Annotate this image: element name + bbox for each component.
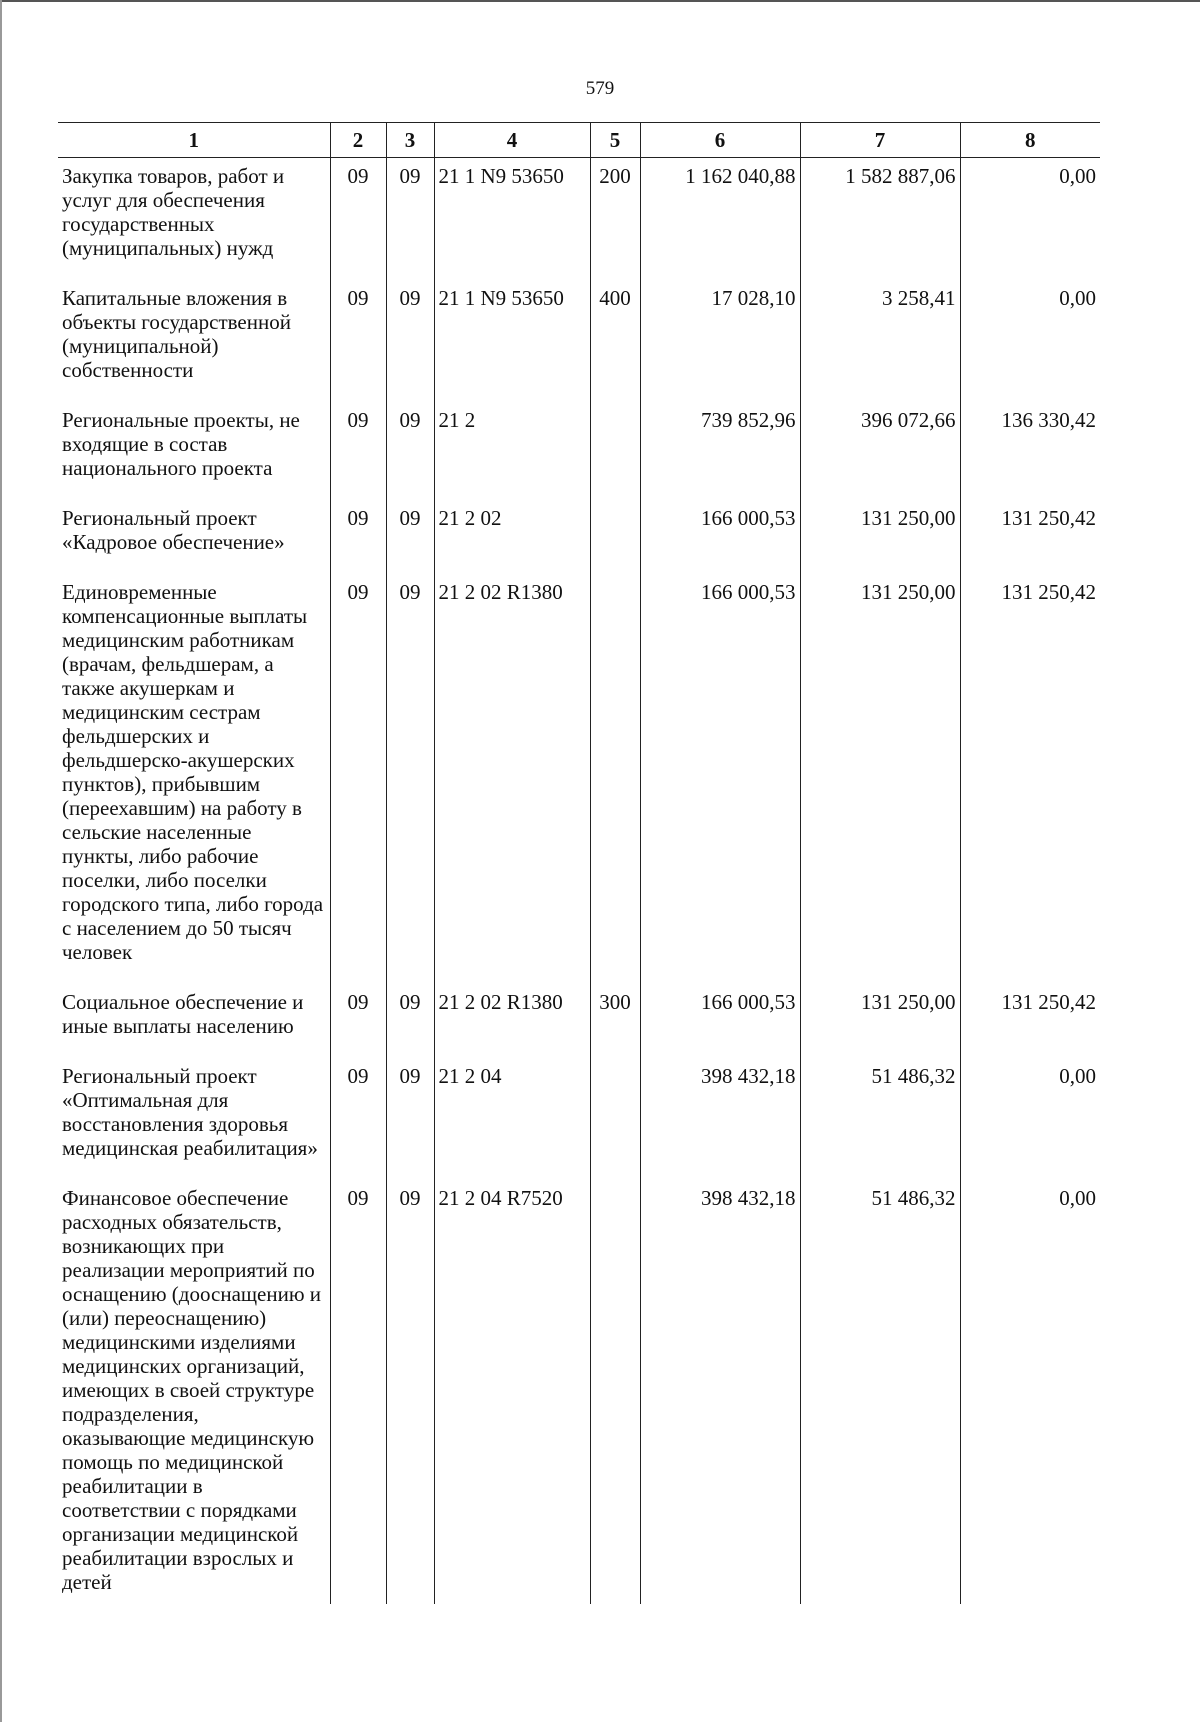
row-target-code: 21 2 xyxy=(434,402,590,500)
column-header: 5 xyxy=(590,123,640,158)
table-row xyxy=(58,280,1100,402)
row-amount-col6: 739 852,96 xyxy=(640,402,800,500)
row-section: 09 xyxy=(330,984,386,1058)
row-amount-col8: 136 330,42 xyxy=(960,402,1100,500)
column-header: 6 xyxy=(640,123,800,158)
table-row xyxy=(58,500,1100,574)
row-section: 09 xyxy=(330,1180,386,1604)
row-target-code: 21 1 N9 53650 xyxy=(434,280,590,402)
row-amount-col6: 166 000,53 xyxy=(640,574,800,984)
table-row xyxy=(58,574,1100,984)
column-header: 3 xyxy=(386,123,434,158)
table-row xyxy=(58,1180,1100,1604)
page-number: 579 xyxy=(585,78,615,99)
row-section: 09 xyxy=(330,280,386,402)
row-target-code: 21 2 04 R7520 xyxy=(434,1180,590,1604)
row-subsection: 09 xyxy=(386,500,434,574)
row-amount-col6: 166 000,53 xyxy=(640,984,800,1058)
row-amount-col8: 131 250,42 xyxy=(960,500,1100,574)
row-amount-col8: 0,00 xyxy=(960,158,1100,281)
row-amount-col8: 0,00 xyxy=(960,280,1100,402)
row-expense-type xyxy=(590,574,640,984)
row-expense-type: 300 xyxy=(590,984,640,1058)
row-amount-col7: 51 486,32 xyxy=(800,1058,960,1180)
row-expense-type xyxy=(590,1058,640,1180)
row-section: 09 xyxy=(330,402,386,500)
row-amount-col8: 0,00 xyxy=(960,1058,1100,1180)
row-name: Закупка товаров, работ и услуг для обеспечения государственных (муниципальных) нужд xyxy=(62,164,285,260)
row-target-code: 21 2 02 R1380 xyxy=(434,574,590,984)
row-section: 09 xyxy=(330,574,386,984)
row-expense-type: 400 xyxy=(590,280,640,402)
table-row xyxy=(58,402,1100,500)
row-name: Региональный проект «Кадровое обеспечение» xyxy=(62,506,285,554)
table-header-row xyxy=(58,123,1100,158)
scan-edge-top xyxy=(0,0,1200,2)
column-header: 2 xyxy=(330,123,386,158)
row-expense-type xyxy=(590,1180,640,1604)
row-target-code: 21 2 02 xyxy=(434,500,590,574)
row-expense-type xyxy=(590,500,640,574)
row-name: Финансовое обеспечение расходных обязательств, возникающих при реализации мероприятий по оснащению (дооснащению и (или) переоснащению) медицинскими изделиями медицинских организаций, имеющих в своей структуре подразделения, оказывающие медицинскую помощь по медицинской реабилитации в соответствии с порядками организации медицинской реабилитации взрослых и детей xyxy=(62,1186,322,1594)
row-amount-col8: 131 250,42 xyxy=(960,984,1100,1058)
row-subsection: 09 xyxy=(386,158,434,281)
row-section: 09 xyxy=(330,158,386,281)
row-amount-col7: 1 582 887,06 xyxy=(800,158,960,281)
scan-edge-left xyxy=(0,0,2,1722)
row-amount-col7: 3 258,41 xyxy=(800,280,960,402)
budget-table xyxy=(58,122,1100,1604)
row-subsection: 09 xyxy=(386,574,434,984)
row-expense-type: 200 xyxy=(590,158,640,281)
column-header: 1 xyxy=(58,123,330,158)
column-header: 7 xyxy=(800,123,960,158)
row-amount-col7: 131 250,00 xyxy=(800,984,960,1058)
row-target-code: 21 2 04 xyxy=(434,1058,590,1180)
table-row xyxy=(58,158,1100,281)
row-target-code: 21 2 02 R1380 xyxy=(434,984,590,1058)
row-amount-col7: 396 072,66 xyxy=(800,402,960,500)
row-expense-type xyxy=(590,402,640,500)
row-amount-col8: 0,00 xyxy=(960,1180,1100,1604)
row-subsection: 09 xyxy=(386,280,434,402)
row-name: Единовременные компенсационные выплаты медицинским работникам (врачам, фельдшерам, а также акушеркам и медицинским сестрам фельдшерских и фельдшерско-акушерских пунктов), прибывшим (переехавшим) на работу в сельские населенные пункты, либо рабочие поселки, либо поселки городского типа, либо города с населением до 50 тысяч человек xyxy=(62,580,324,964)
column-header: 8 xyxy=(960,123,1100,158)
row-amount-col8: 131 250,42 xyxy=(960,574,1100,984)
row-amount-col6: 398 432,18 xyxy=(640,1058,800,1180)
row-section: 09 xyxy=(330,1058,386,1180)
row-name: Капитальные вложения в объекты государственной (муниципальной) собственности xyxy=(62,286,291,382)
row-name: Региональные проекты, не входящие в состав национального проекта xyxy=(62,408,300,480)
row-subsection: 09 xyxy=(386,402,434,500)
row-amount-col6: 1 162 040,88 xyxy=(640,158,800,281)
row-amount-col6: 398 432,18 xyxy=(640,1180,800,1604)
row-target-code: 21 1 N9 53650 xyxy=(434,158,590,281)
row-subsection: 09 xyxy=(386,1180,434,1604)
row-subsection: 09 xyxy=(386,984,434,1058)
row-subsection: 09 xyxy=(386,1058,434,1180)
row-name: Региональный проект «Оптимальная для восстановления здоровья медицинская реабилитация» xyxy=(62,1064,318,1160)
row-amount-col6: 17 028,10 xyxy=(640,280,800,402)
row-name: Социальное обеспечение и иные выплаты населению xyxy=(62,990,304,1038)
column-header: 4 xyxy=(434,123,590,158)
row-amount-col7: 131 250,00 xyxy=(800,574,960,984)
table-row xyxy=(58,1058,1100,1180)
row-section: 09 xyxy=(330,500,386,574)
row-amount-col7: 131 250,00 xyxy=(800,500,960,574)
row-amount-col6: 166 000,53 xyxy=(640,500,800,574)
row-amount-col7: 51 486,32 xyxy=(800,1180,960,1604)
table-row xyxy=(58,984,1100,1058)
